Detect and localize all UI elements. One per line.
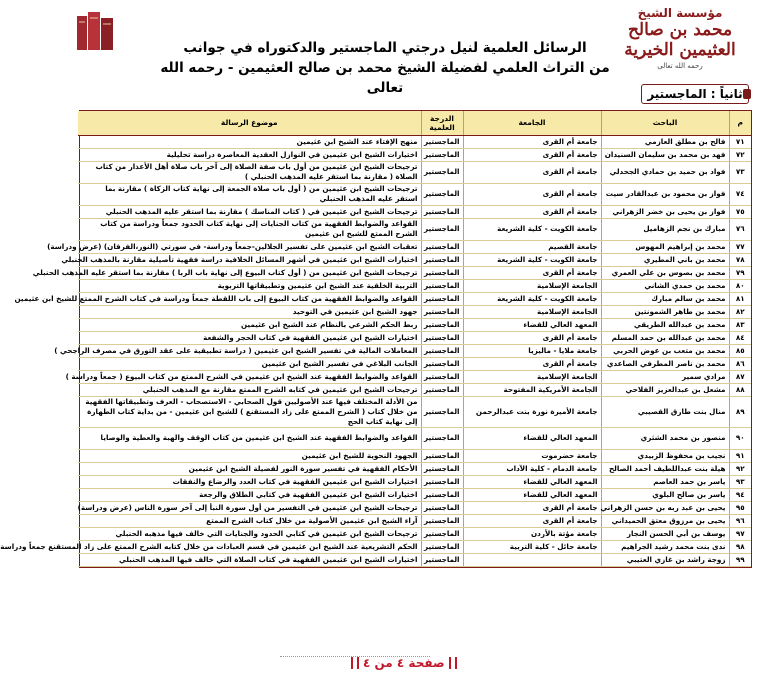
university-cell: جامعة أم القرى [463, 501, 601, 514]
degree-cell: الماجستير [421, 205, 463, 218]
degree-cell: الماجستير [421, 475, 463, 488]
row-number: ٩٦ [729, 514, 751, 527]
row-number: ٧٦ [729, 218, 751, 240]
researcher-cell: محمد بن عبدالله بن حمد المسلم [601, 331, 729, 344]
researcher-cell: محمد بن متعب بن عوض الحربي [601, 344, 729, 357]
topic-cell: ربط الحكم الشرعي بالنظام عند الشيخ ابن عثيمين [78, 318, 421, 331]
topic-cell: المعاملات المالية في تفسير الشيخ ابن عثيمين ( دراسة تطبيقية على عقد التورق في مصرف الراجحي ) [78, 344, 421, 357]
col-header-topic: موضوع الرسالة [78, 111, 421, 135]
topic-cell: آراء الشيخ ابن عثيمين الأصولية من خلال كتاب الشرح الممتع [78, 514, 421, 527]
topic-cell: اختيارات الشيخ ابن عثيمين في النوازل العقدية المعاصرة دراسة تحليلية [78, 148, 421, 161]
researcher-cell: زوجة راشد بن غازي العتيبي [601, 553, 729, 566]
university-cell: جامعة أم القرى [463, 183, 601, 205]
topic-cell: القواعد والضوابط الفقهية من كتاب الجنايات إلى نهاية كتاب الحدود جمعاً ودراسة من كتاب الشرح الممتع للشيخ ابن عثيمين [78, 218, 421, 240]
researcher-cell: ياسر بن صالح البلوي [601, 488, 729, 501]
topic-cell: ترجيحات الشيخ ابن عثيمين في التفسير من أول سورة النبأ إلى آخر سورة الناس (عرض ودراسة) [78, 501, 421, 514]
table-row [78, 427, 751, 449]
degree-cell: الماجستير [421, 527, 463, 540]
university-cell: جامعة أم القرى [463, 148, 601, 161]
row-number: ٩٨ [729, 540, 751, 553]
table-body [0, 135, 751, 566]
table-row [78, 279, 751, 292]
page-titles [155, 38, 615, 98]
university-cell: جامعة القصيم [463, 240, 601, 253]
table-row [78, 553, 751, 566]
researcher-cell: فواز بن يحيى بن خضر الزهراني [601, 205, 729, 218]
university-cell: المعهد العالي للقضاء [463, 318, 601, 331]
books-icon [75, 10, 117, 52]
topic-cell: اختيارات الشيخ ابن عثيمين في أشهر المسائل الخلافية دراسة فقهية تأصيلية مقارنة بالمذهب الحنبلي [78, 253, 421, 266]
title-line-1: الرسائل العلمية لنيل درجتي الماجستير والدكتوراه في جوانب [183, 40, 587, 56]
researcher-cell: ندى بنت محمد رشيد الجراهيم [601, 540, 729, 553]
degree-cell: الماجستير [421, 305, 463, 318]
topic-cell: جهود الشيخ ابن عثيمين في التوحيد [78, 305, 421, 318]
table-row [78, 318, 751, 331]
degree-cell: الماجستير [421, 357, 463, 370]
row-number: ٨٢ [729, 305, 751, 318]
row-number: ٨٦ [729, 357, 751, 370]
degree-cell: الماجستير [421, 292, 463, 305]
degree-cell: الماجستير [421, 279, 463, 292]
researcher-cell: فواد بن حميد بن حمادي الجحدلي [601, 161, 729, 183]
table-row [78, 205, 751, 218]
degree-cell: الماجستير [421, 266, 463, 279]
university-cell: الجامعة الإسلامية [463, 370, 601, 383]
researcher-cell: محمد بن بصوس بن علي العمري [601, 266, 729, 279]
researcher-cell: محمد بن إبراهيم المهوس [601, 240, 729, 253]
table-row [78, 183, 751, 205]
page-marker-icon [449, 657, 457, 669]
table-row [78, 396, 751, 427]
table-row [78, 462, 751, 475]
topic-cell: القواعد والضوابط الفقهية عند الشيخ ابن عثيمين في الشرح الممتع من كتاب البيوع ( جمعاً ودراسة ) [78, 370, 421, 383]
row-number: ٧٤ [729, 183, 751, 205]
researcher-cell: محمد بن سالم مبارك [601, 292, 729, 305]
researcher-cell: مبارك بن نجم الزهاميل [601, 218, 729, 240]
researcher-cell: منصور بن محمد الشثري [601, 427, 729, 449]
topic-cell: ترجيحات الشيخ ابن عثيمين في كتابه الشرح الممتع مقارنة مع المذهب الحنبلي [78, 383, 421, 396]
university-cell: جامعة أم القرى [463, 357, 601, 370]
degree-cell: الماجستير [421, 396, 463, 427]
researcher-cell: منال بنت طارق القصيبي [601, 396, 729, 427]
university-cell: جامعة أم القرى [463, 331, 601, 344]
university-cell: جامعة الكويت - كلية الشريعة [463, 253, 601, 266]
degree-cell: الماجستير [421, 462, 463, 475]
page-marker-icon [351, 657, 359, 669]
table-row [78, 331, 751, 344]
row-number: ٧٧ [729, 240, 751, 253]
row-number: ٨٩ [729, 396, 751, 427]
degree-cell: الماجستير [421, 344, 463, 357]
degree-cell: الماجستير [421, 135, 463, 148]
row-number: ٧١ [729, 135, 751, 148]
researcher-cell: فهد بن محمد بن سليمان السنيدان [601, 148, 729, 161]
degree-cell: الماجستير [421, 253, 463, 266]
topic-cell: الجانب البلاغي في تفسير الشيخ ابن عثيمين [78, 357, 421, 370]
row-number: ٩٣ [729, 475, 751, 488]
row-number: ٩٧ [729, 527, 751, 540]
topic-cell: ترجيحات الشيخ ابن عثيمين من أول باب صفة الصلاة إلى آخر باب صلاة أهل الأعذار من كتاب الصلاة ( مقارنة بما استقر عليه المذهب الحنبلي ) [78, 161, 421, 183]
table-row [78, 161, 751, 183]
researcher-cell: مرادي سمير [601, 370, 729, 383]
foundation-sub: رحمه الله تعالى [657, 61, 703, 70]
university-cell: جامعة أم القرى [463, 205, 601, 218]
university-cell: جامعة الكويت - كلية الشريعة [463, 218, 601, 240]
topic-cell: ترجيحات الشيخ ابن عثيمين من ( أول كتاب البيوع إلى نهاية باب الربا ) مقارنة بما استقر عليه المذهب الحنبلي [78, 266, 421, 279]
topic-cell: التربية الخلقية عند الشيخ ابن عثيمين وتطبيقاتها التربوية [78, 279, 421, 292]
university-cell: الجامعة الإسلامية [463, 305, 601, 318]
degree-cell: الماجستير [421, 514, 463, 527]
degree-cell: الماجستير [421, 240, 463, 253]
topic-cell: اختيارات الشيخ ابن عثيمين الفقهية في كتاب الصلاة التي خالف فيها المذهب الحنبلي [78, 553, 421, 566]
table-row [78, 292, 751, 305]
row-number: ٨٣ [729, 318, 751, 331]
researcher-cell: محمد بن حمدي الشاني [601, 279, 729, 292]
researcher-cell: محمد بن ناصر المطرفي الصاعدي [601, 357, 729, 370]
row-number: ٧٢ [729, 148, 751, 161]
topic-cell: ترجيحات الشيخ ابن عثيمين في ( كتاب المناسك ) مقارنة بما استقر عليه المذهب الحنبلي [78, 205, 421, 218]
topic-cell: القواعد والضوابط الفقهية عند الشيخ ابن عثيمين من كتاب الوقف والهبة والعطية والوصايا [78, 427, 421, 449]
university-cell: المعهد العالي للقضاء [463, 488, 601, 501]
row-number: ٨٠ [729, 279, 751, 292]
row-number: ٨٧ [729, 370, 751, 383]
degree-cell: الماجستير [421, 553, 463, 566]
col-header-university: الجامعة [463, 111, 601, 135]
col-header-num: م [729, 111, 751, 135]
university-cell: جامعة أم القرى [463, 135, 601, 148]
topic-cell: منهج الإفتاء عند الشيخ ابن عثيمين [78, 135, 421, 148]
row-number: ٧٨ [729, 253, 751, 266]
topic-cell: القواعد والضوابط الفقهية من كتاب البيوع إلى باب اللقطة جمعاً ودراسة في كتاب الشرح الممتع للشيخ ابن عثيمين [78, 292, 421, 305]
row-number: ٧٣ [729, 161, 751, 183]
row-number: ٧٥ [729, 205, 751, 218]
table-row [78, 370, 751, 383]
degree-cell: الماجستير [421, 318, 463, 331]
degree-cell: الماجستير [421, 331, 463, 344]
researcher-cell: فواز بن محمود بن عبدالقادر سيت [601, 183, 729, 205]
table-row [78, 527, 751, 540]
university-cell: جامعة أم القرى [463, 514, 601, 527]
theses-table [0, 110, 752, 568]
researcher-cell: يحيى بن عبد ربه بن حسن الزهراني [601, 501, 729, 514]
university-cell: جامعة حضرموت [463, 449, 601, 462]
table-row [78, 357, 751, 370]
degree-cell: الماجستير [421, 183, 463, 205]
table-row [78, 514, 751, 527]
university-cell: جامعة الأميرة نورة بنت عبدالرحمن [463, 396, 601, 427]
table-row [78, 135, 751, 148]
degree-cell: الماجستير [421, 540, 463, 553]
row-number: ٩٠ [729, 427, 751, 449]
table-row [78, 449, 751, 462]
degree-cell: الماجستير [421, 383, 463, 396]
table-row [78, 344, 751, 357]
degree-cell: الماجستير [421, 488, 463, 501]
researcher-cell: ياسر بن حمد العاصم [601, 475, 729, 488]
row-number: ٨١ [729, 292, 751, 305]
row-number: ٩٤ [729, 488, 751, 501]
degree-cell: الماجستير [421, 427, 463, 449]
topic-cell: ترجيحات الشيخ ابن عثيمين من ( أول باب صلاة الجمعة إلى نهاية كتاب الزكاة ) مقارنة بما استقر عليه المذهب الحنبلي [78, 183, 421, 205]
row-number: ٩٥ [729, 501, 751, 514]
table-row [78, 218, 751, 240]
university-cell: المعهد العالي للقضاء [463, 475, 601, 488]
page-number-label: صفحة ٤ من ٤ [363, 656, 445, 670]
university-cell: جامعة الدمام - كلية الآداب [463, 462, 601, 475]
researcher-cell: هيلة بنت عبداللطيف أحمد الصالح [601, 462, 729, 475]
col-header-researcher: الباحث [601, 111, 729, 135]
topic-cell: اختيارات الشيخ ابن عثيمين الفقهية في كتاب الحجر والشفعة [78, 331, 421, 344]
university-cell: المعهد العالي للقضاء [463, 427, 601, 449]
degree-cell: الماجستير [421, 370, 463, 383]
university-cell: جامعة حائل - كلية التربية [463, 540, 601, 553]
row-number: ٨٨ [729, 383, 751, 396]
table-row [78, 540, 751, 553]
foundation-name: محمد بن صالح العثيمين الخيرية [624, 20, 736, 61]
researcher-cell: محمد بن طاهر الشمونتين [601, 305, 729, 318]
topic-cell: اختيارات الشيخ ابن عثيمين الفقهية في كتابي الطلاق والرجعة [78, 488, 421, 501]
university-cell: جامعة أم القرى [463, 266, 601, 279]
university-cell: جامعة ملايا - ماليزيا [463, 344, 601, 357]
col-header-degree: الدرجة العلمية [421, 111, 463, 135]
row-number: ٧٩ [729, 266, 751, 279]
university-cell: الجامعة الإسلامية [463, 279, 601, 292]
row-number: ٩٢ [729, 462, 751, 475]
researcher-cell: محمد بن عبدالله الطريقي [601, 318, 729, 331]
university-cell [463, 553, 601, 566]
university-cell: جامعة أم القرى [463, 161, 601, 183]
row-number: ٩١ [729, 449, 751, 462]
degree-cell: الماجستير [421, 218, 463, 240]
degree-cell: الماجستير [421, 501, 463, 514]
topic-cell: الحكم التشريعية عند الشيخ ابن عثيمين في قسم العبادات من خلال كتابه الشرح الممتع على زاد المستقنع جمعاً ودراسة [78, 540, 421, 553]
page-header [65, 0, 765, 112]
section-label: ثانياً : الماجستير [641, 84, 749, 104]
foundation-logo [605, 6, 755, 70]
university-cell: جامعة مؤتة بالأردن [463, 527, 601, 540]
university-cell: الجامعة الأمريكية المفتوحة [463, 383, 601, 396]
row-number: ٨٥ [729, 344, 751, 357]
degree-cell: الماجستير [421, 148, 463, 161]
table-row [78, 475, 751, 488]
topic-cell: الأحكام الفقهية في تفسير سورة النور لفضيلة الشيخ ابن عثيمين [78, 462, 421, 475]
university-cell: جامعة الكويت - كلية الشريعة [463, 292, 601, 305]
topic-cell: الجهود النحوية للشيخ ابن عثيمين [78, 449, 421, 462]
degree-cell: الماجستير [421, 161, 463, 183]
title-line-2: من التراث العلمي لفضيلة الشيخ محمد بن صالح العثيمين - رحمه الله تعالى [160, 60, 610, 96]
table-row [78, 305, 751, 318]
row-number: ٨٤ [729, 331, 751, 344]
topic-cell: اختيارات الشيخ ابن عثيمين الفقهية في كتاب العدد والرضاع والنفقات [78, 475, 421, 488]
table-row [78, 148, 751, 161]
page-number [351, 656, 457, 670]
table-row [78, 266, 751, 279]
researcher-cell: يحيى بن مرزوق معتق الحميداني [601, 514, 729, 527]
topic-cell: من الأدلة المختلف فيها عند الأصوليين قول الصحابي - الاستصحاب - العرف وتطبيقاتها الفقهية من خلال كتاب ( الشرح الممتع على زاد المستقنع ) للشيخ ابن عثيمين - من بداية كتاب الطهارة إلى نهاية كتاب الحج [78, 396, 421, 427]
row-number: ٩٩ [729, 553, 751, 566]
table-row [78, 501, 751, 514]
table-row [78, 488, 751, 501]
researcher-cell: نجيب بن محفوظ الزبيدي [601, 449, 729, 462]
table-row [78, 383, 751, 396]
table-header-row [78, 111, 751, 135]
foundation-prefix: مؤسسة الشيخ [637, 6, 723, 20]
researcher-cell: مشعل بن عبدالعزيز الفلاحي [601, 383, 729, 396]
degree-cell: الماجستير [421, 449, 463, 462]
table-row [78, 253, 751, 266]
table-row [78, 240, 751, 253]
topic-cell: ترجيحات الشيخ ابن عثيمين في كتابي الحدود والجنايات التي خالف فيها مذهبه الحنبلي [78, 527, 421, 540]
topic-cell: تعقبات الشيخ ابن عثيمين على تفسير الجلالين-جمعاً ودراسة- في سورتي (النور،الفرقان) (عرض ودراسة) [78, 240, 421, 253]
researcher-cell: فالح بن مطلق العازمي [601, 135, 729, 148]
researcher-cell: يوسف بن أبي الحسن النجار [601, 527, 729, 540]
researcher-cell: محمد بن باني المطيري [601, 253, 729, 266]
